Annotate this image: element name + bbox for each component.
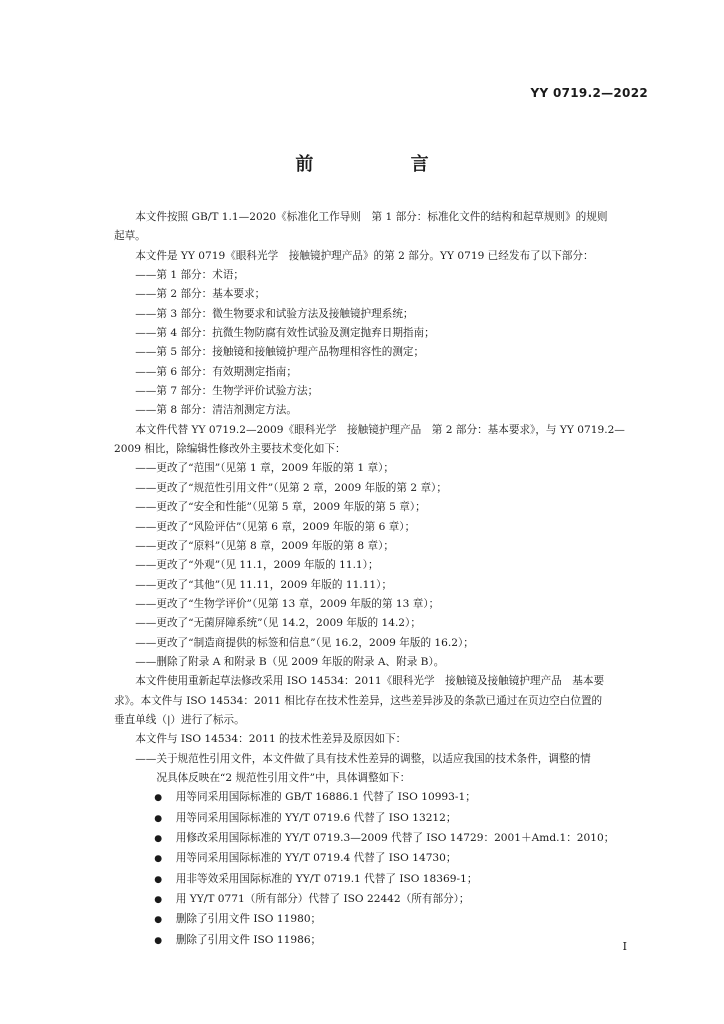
list-item-cont: 况具体反映在“2 规范性引用文件”中，具体调整如下： — [156, 771, 411, 784]
bullet-icon: ● — [154, 854, 163, 865]
paragraph-replacement: 本文件代替 YY 0719.2—2009《眼科光学 接触镜护理产品 第 2 部分：基本要求》，与 YY 0719.2— — [135, 423, 625, 436]
parts-list — [114, 266, 648, 421]
paragraph-drafting-rules: 本文件按照 GB/T 1.1—2020《标准化工作导则 第 1 部分：标准化文件的结构和起草规则》的规则 — [135, 211, 608, 223]
list-item: ——删除了附录 A 和附录 B（见 2009 年版的附录 A、附录 B）。 — [135, 655, 445, 668]
bullet-icon: ● — [154, 813, 163, 824]
list-item: ——更改了“原料”（见第 8 章，2009 年版的第 8 章）； — [135, 539, 394, 552]
bullet-item: ● 用 YY/T 0771（所有部分）代替了 ISO 22442（所有部分）； — [134, 890, 648, 910]
list-item: ——更改了“范围”（见第 1 章，2009 年版的第 1 章）； — [135, 462, 394, 475]
paragraph-part-info: 本文件是 YY 0719《眼科光学 接触镜护理产品》的第 2 部分。YY 0719 已经发布了以下部分： — [135, 249, 594, 262]
changes-list — [114, 459, 648, 672]
bullet-icon: ● — [154, 935, 163, 946]
list-item: ——第 3 部分：微生物要求和试验方法及接触镜护理系统； — [135, 307, 414, 320]
bullet-item: ● 删除了引用文件 ISO 11986； — [134, 931, 648, 951]
differences-list — [114, 750, 648, 789]
bullet-item: ● 用修改采用国际标准的 YY/T 0719.3—2009 代替了 ISO 14729：2001＋Amd.1：2010； — [134, 829, 648, 849]
standard-number: YY 0719.2—2022 — [530, 86, 648, 100]
list-item: ——更改了“制造商提供的标签和信息”（见 16.2，2009 年版的 16.2）； — [135, 636, 474, 649]
section-title: 前 言 — [295, 154, 469, 175]
paragraph-drafting-rules-cont: 起草。 — [114, 230, 146, 243]
list-item: ——第 4 部分：抗微生物防腐有效性试验及测定抛弃日期指南； — [135, 327, 435, 340]
page-number: I — [622, 940, 627, 953]
list-item: ——更改了“安全和性能”（见第 5 章，2009 年版的第 5 章）； — [135, 501, 426, 514]
list-item: ——更改了“风险评估”（见第 6 章，2009 年版的第 6 章）； — [135, 520, 416, 533]
list-item: ——第 8 部分：清洁剂测定方法。 — [135, 404, 297, 417]
bullet-item: ● 用等同采用国际标准的 YY/T 0719.6 代替了 ISO 13212； — [134, 809, 648, 829]
bullet-icon: ● — [154, 834, 163, 844]
list-item: ——更改了“无菌屏障系统”（见 14.2，2009 年版的 14.2）； — [135, 617, 421, 630]
paragraph-adoption-cont: 求》。本文件与 ISO 14534：2011 相比存在技术性差异，这些差异涉及的条款已通过在页边空白位置的 — [114, 694, 603, 707]
list-item: ——更改了“外观”（见 11.1，2009 年版的 11.1）； — [135, 559, 379, 572]
list-item: ——更改了“生物学评价”（见第 13 章，2009 年版的第 13 章）； — [135, 597, 440, 610]
bullet-icon: ● — [154, 915, 163, 926]
bullet-item: ● 删除了引用文件 ISO 11980； — [134, 910, 648, 930]
list-item: ——更改了“其他”（见 11.11，2009 年版的 11.11）； — [135, 578, 393, 591]
list-item: ——关于规范性引用文件，本文件做了具有技术性差异的调整，以适应我国的技术条件，调整的情 — [135, 752, 591, 765]
list-item: ——第 1 部分：术语； — [135, 269, 245, 282]
bullet-icon: ● — [154, 874, 163, 885]
list-item: ——第 5 部分：接触镜和接触镜护理产品物理相容性的测定； — [135, 346, 425, 359]
paragraph-replacement-cont: 2009 相比，除编辑性修改外主要技术变化如下： — [114, 443, 346, 456]
bullet-item: ● 用等同采用国际标准的 GB/T 16886.1 代替了 ISO 10993-1； — [134, 788, 648, 808]
paragraph-adoption: 本文件使用重新起草法修改采用 ISO 14534：2011《眼科光学 接触镜及接触镜护理产品 基本要 — [135, 675, 605, 688]
list-item: ——更改了“规范性引用文件”（见第 2 章，2009 年版的第 2 章）； — [135, 481, 447, 494]
bullet-list — [114, 788, 648, 951]
bullet-item: ● 用等同采用国际标准的 YY/T 0719.4 代替了 ISO 14730； — [134, 849, 648, 869]
paragraph-adoption-cont: 垂直单线（|）进行了标示。 — [114, 713, 245, 726]
bullet-icon: ● — [154, 793, 163, 804]
bullet-icon: ● — [154, 895, 163, 906]
list-item: ——第 7 部分：生物学评价试验方法； — [135, 385, 319, 398]
foreword-body — [114, 208, 648, 951]
paragraph-differences: 本文件与 ISO 14534：2011 的技术性差异及原因如下： — [135, 733, 407, 746]
list-item: ——第 6 部分：有效期测定指南； — [135, 365, 297, 378]
list-item: ——第 2 部分：基本要求； — [135, 288, 266, 301]
bullet-item: ● 用非等效采用国际标准的 YY/T 0719.1 代替了 ISO 18369-1； — [134, 870, 648, 890]
